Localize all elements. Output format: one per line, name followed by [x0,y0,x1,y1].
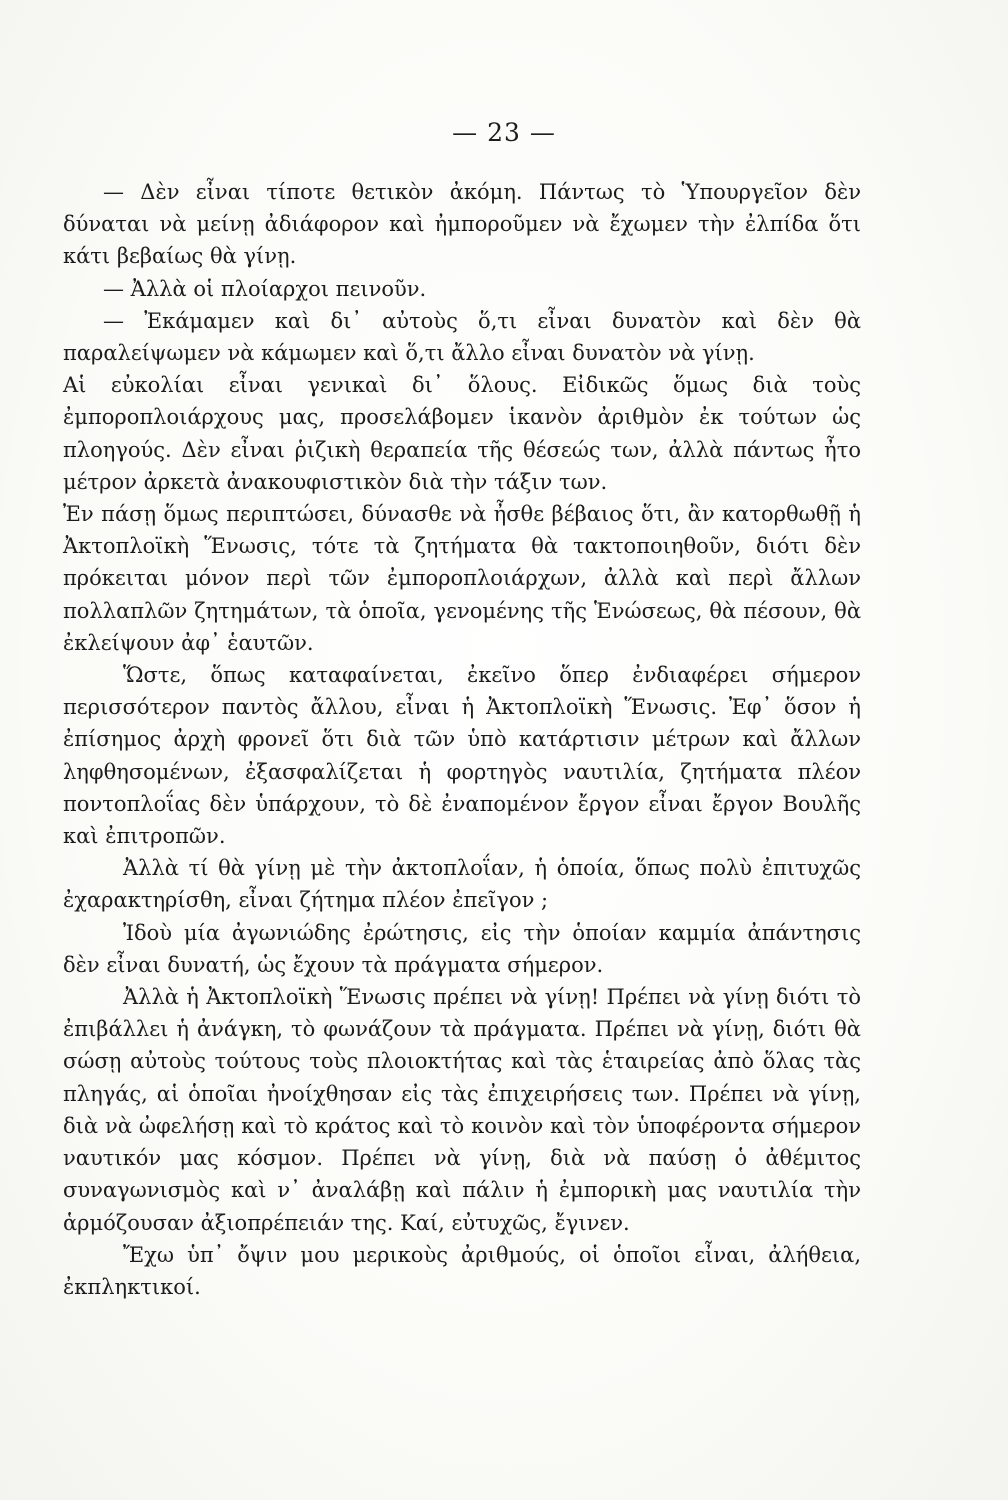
paragraph-10: Ἔχω ὑπ᾽ ὄψιν μου μερικοὺς ἀριθμούς, οἱ ὁποῖοι εἶναι, ἀλήθεια, ἐκπληκτικοί. [63,1242,861,1299]
paragraph-6: Ὥστε, ὅπως καταφαίνεται, ἐκεῖνο ὅπερ ἐνδιαφέρει σήμερον περισσότερον παντὸς ἄλλου, εἶναι ἡ Ἀκτοπλοϊκὴ Ἕνωσις. Ἐφ᾽ ὅσον ἡ ἐπίσημος ἀρχὴ φρονεῖ ὅτι διὰ τῶν ὑπὸ κατάρτισιν μέτρων καὶ ἄλλων ληφθησομένων, ἐξασφαλίζεται ἡ φορτηγὸς ναυτιλία, ζητήματα πλέον ποντοπλοΐας δὲν ὑπάρχουν, τὸ δὲ ἐναπομένον ἔργον εἶναι ἔργον Βουλῆς καὶ ἐπιτροπῶν. [63,663,861,849]
paragraph-8: Ἰδοὺ μία ἀγωνιώδης ἐρώτησις, εἰς τὴν ὁποίαν καμμία ἀπάντησις δὲν εἶναι δυνατή, ὡς ἔχουν τὰ πράγματα σήμερον. [63,920,861,977]
paragraph-2: — Ἀλλὰ οἱ πλοίαρχοι πεινοῦν. [103,276,427,301]
paragraph-1: — Δὲν εἶναι τίποτε θετικὸν ἀκόμη. Πάντως τὸ Ὑπουργεῖον δὲν δύναται νὰ μείνῃ ἀδιάφορον καὶ ἠμποροῦμεν νὰ ἔχωμεν τὴν ἐλπίδα ὅτι κάτι βεβαίως θὰ γίνῃ. [63,180,861,269]
paragraph-9: Ἀλλὰ ἡ Ἀκτοπλοϊκὴ Ἕνωσις πρέπει νὰ γίνῃ! Πρέπει νὰ γίνῃ διότι τὸ ἐπιβάλλει ἡ ἀνάγκη, τὸ φωνάζουν τὰ πράγματα. Πρέπει νὰ γίνῃ, διότι θὰ σώσῃ αὐτοὺς τούτους τοὺς πλοιοκτήτας καὶ τὰς ἑταιρείας ἀπὸ ὅλας τὰς πληγάς, αἱ ὁποῖαι ἠνοίχθησαν εἰς τὰς ἐπιχειρήσεις των. Πρέπει νὰ γίνῃ, διὰ νὰ ὠφελήσῃ καὶ τὸ κράτος καὶ τὸ κοινὸν καὶ τὸν ὑποφέροντα σήμερον ναυτικόν μας κόσμον. Πρέπει νὰ γίνῃ, διὰ νὰ παύσῃ ὁ ἀθέμιτος συναγωνισμὸς καὶ ν᾽ ἀναλάβῃ καὶ πάλιν ἡ ἐμπορικὴ μας ναυτιλία τὴν ἁρμόζουσαν ἀξιοπρέπειάν της. Καί, εὐτυχῶς, ἔγινεν. [63,985,861,1235]
paragraph-3: — Ἐκάμαμεν καὶ δι᾽ αὐτοὺς ὅ,τι εἶναι δυνατὸν καὶ δὲν θὰ παραλείψωμεν νὰ κάμωμεν καὶ ὅ,τι ἄλλο εἶναι δυνατὸν νὰ γίνῃ. [63,308,861,366]
body-text [63,176,861,1303]
paragraph-4: Αἱ εὐκολίαι εἶναι γενικαὶ δι᾽ ὅλους. Εἰδικῶς ὅμως διὰ τοὺς ἐμποροπλοιάρχους μας, προσελάβομεν ἱκανὸν ἀριθμὸν ἐκ τούτων ὡς πλοηγούς. Δὲν εἶναι ῥιζικὴ θεραπεία τῆς θέσεώς των, ἀλλὰ πάντως ἦτο μέτρον ἀρκετὰ ἀνακουφιστικὸν διὰ τὴν τάξιν των. [63,373,861,494]
paragraph-5: Ἐν πάσῃ ὅμως περιπτώσει, δύνασθε νὰ ἦσθε βέβαιος ὅτι, ἂν κατορθωθῇ ἡ Ἀκτοπλοϊκὴ Ἕνωσις, τότε τὰ ζητήματα θὰ τακτοποιηθοῦν, διότι δὲν πρόκειται μόνον περὶ τῶν ἐμποροπλοιάρχων, ἀλλὰ καὶ περὶ ἄλλων πολλαπλῶν ζητημάτων, τὰ ὁποῖα, γενομένης τῆς Ἑνώσεως, θὰ πέσουν, θὰ ἐκλείψουν ἀφ᾽ ἑαυτῶν. [63,502,861,655]
paragraph-7: Ἀλλὰ τί θὰ γίνῃ μὲ τὴν ἀκτοπλοΐαν, ἡ ὁποία, ὅπως πολὺ ἐπιτυχῶς ἐχαρακτηρίσθη, εἶναι ζήτημα πλέον ἐπεῖγον ; [63,856,861,913]
page-number: — 23 — [452,118,556,147]
